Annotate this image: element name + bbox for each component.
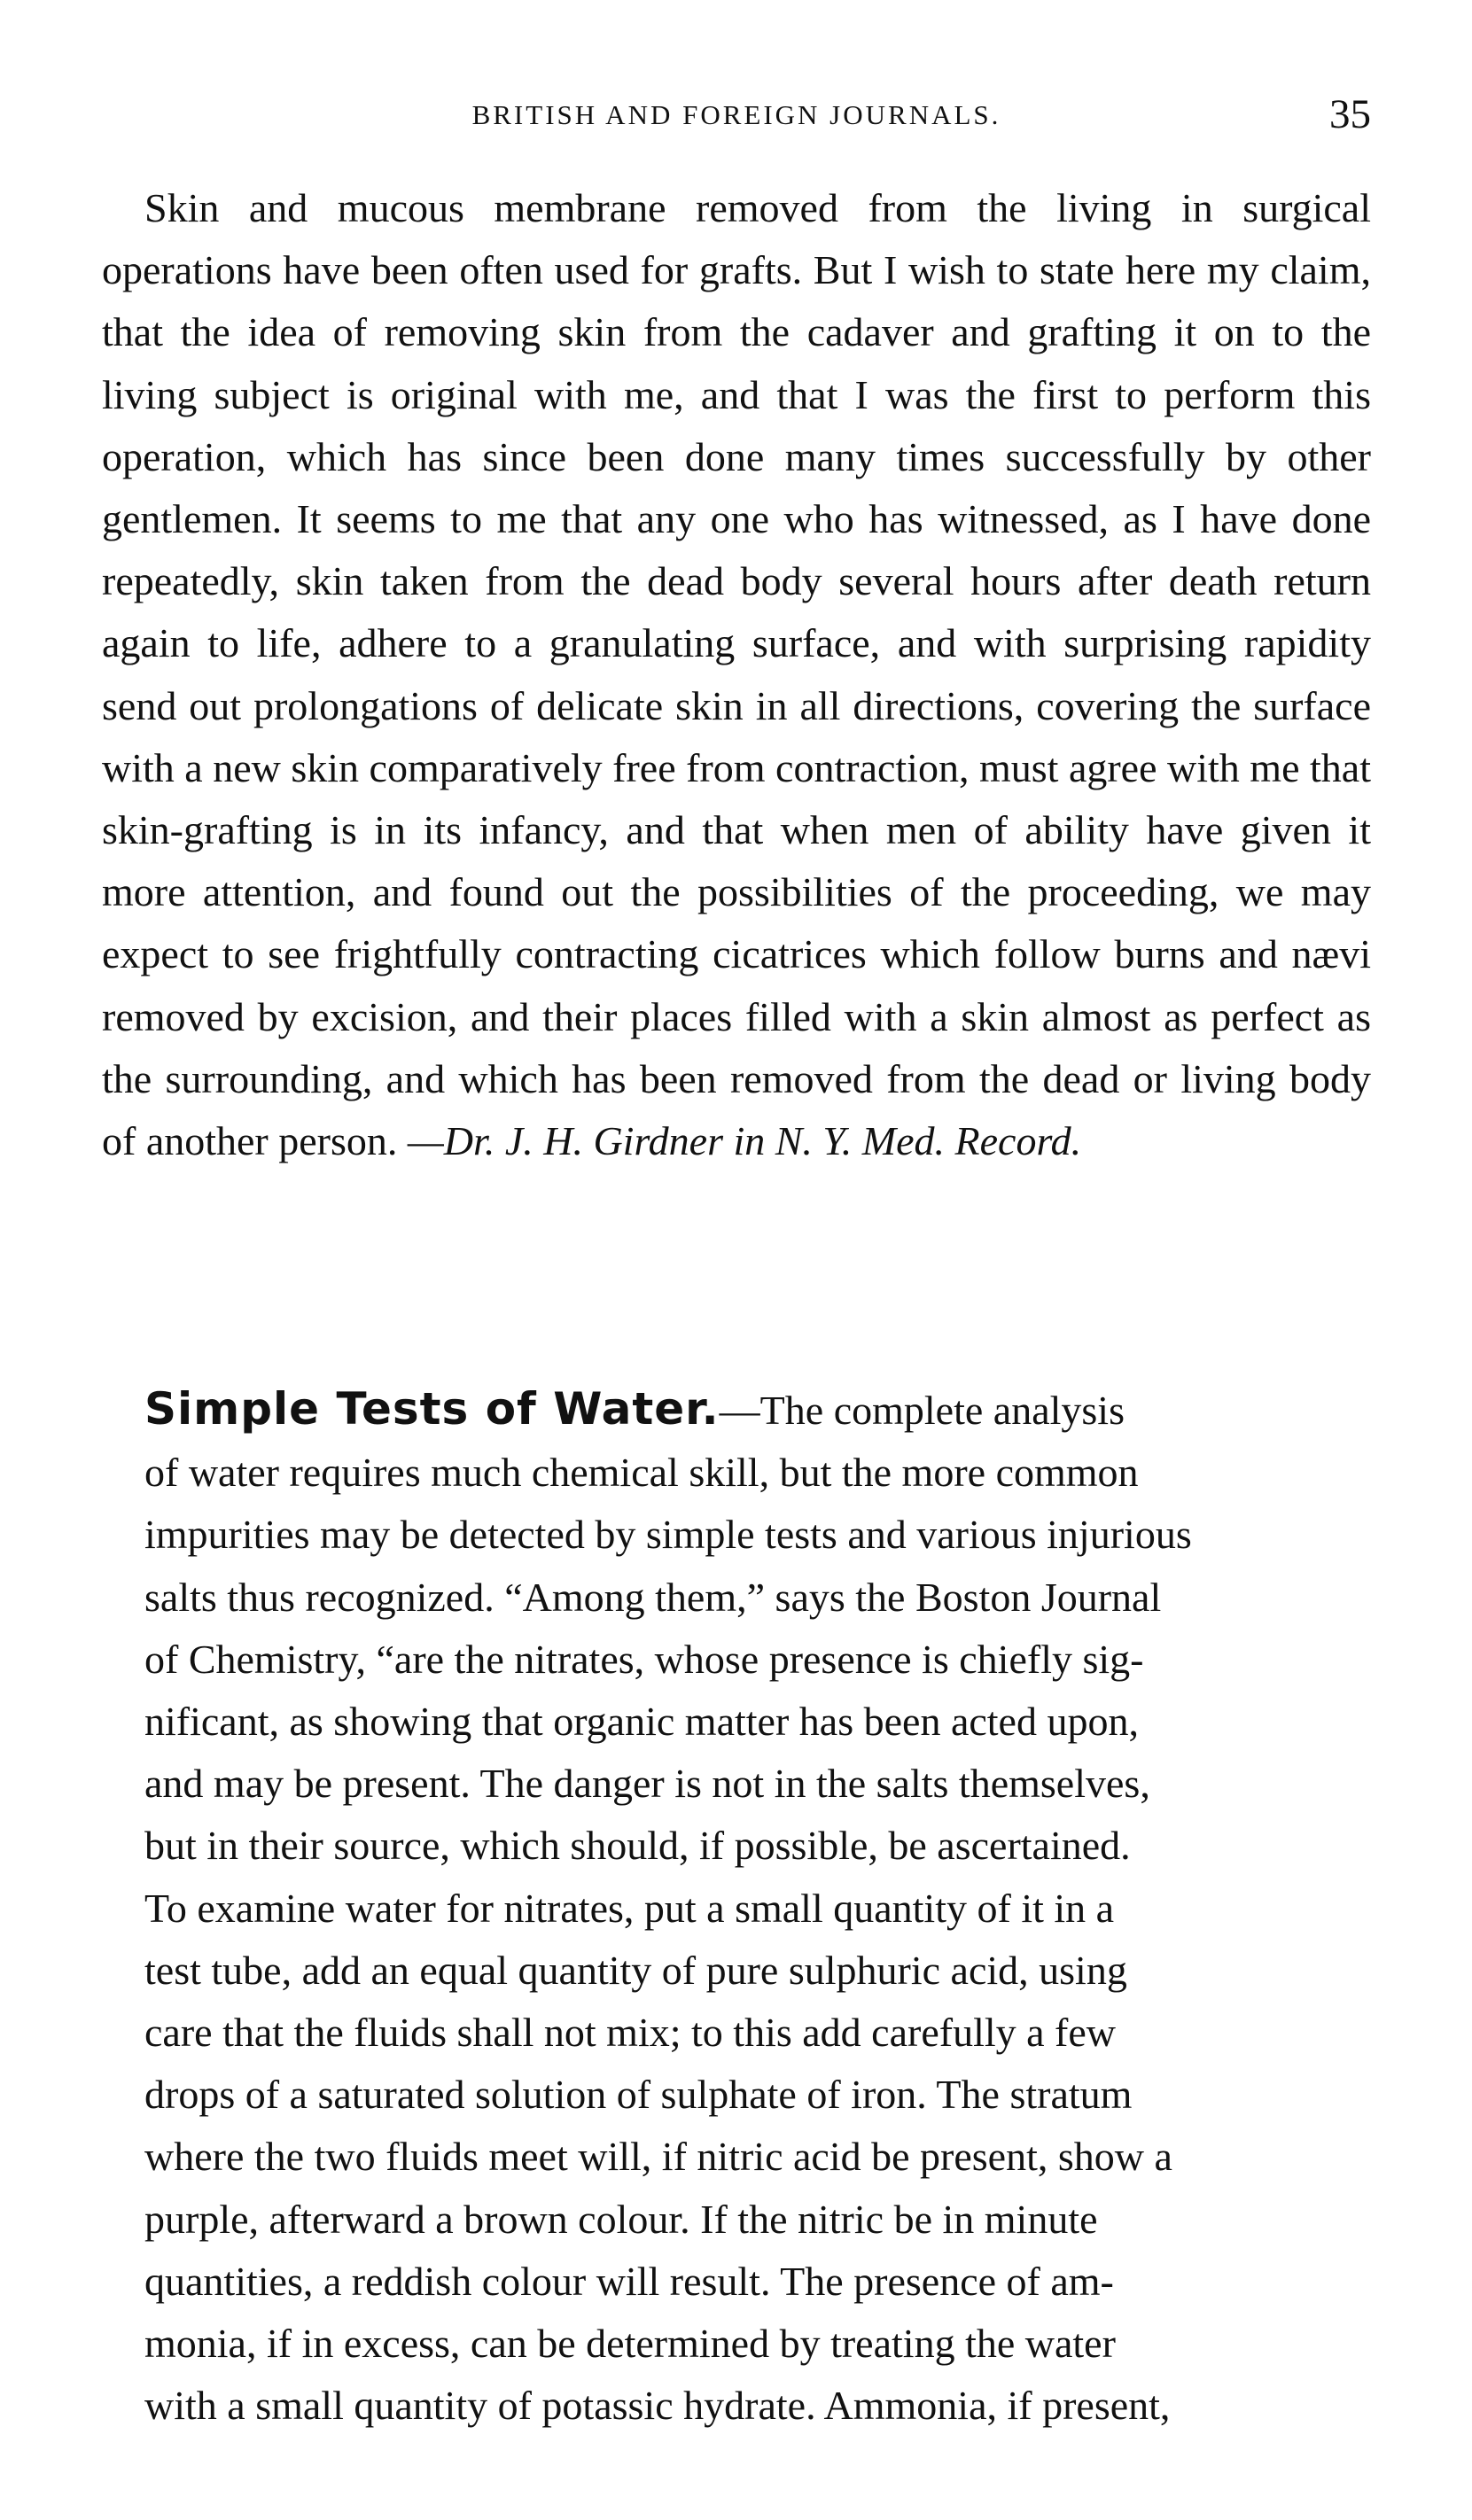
water-tests-line [102, 1378, 1371, 1442]
water-tests-line: drops of a saturated solution of sulphate of iron. The stratum [144, 2072, 1133, 2118]
page-number: 35 [1329, 91, 1371, 137]
water-tests-line: of water requires much chemical skill, but the more common [144, 1450, 1139, 1496]
water-tests-line: purple, afterward a brown colour. If the nitric be in minute [144, 2196, 1098, 2242]
water-tests-line: where the two fluids meet will, if nitric acid be present, show a [144, 2134, 1172, 2180]
water-tests-line: care that the fluids shall not mix; to this add carefully a few [144, 2010, 1117, 2056]
water-tests-paragraph [102, 1378, 1371, 2437]
running-head [102, 90, 1371, 144]
skin-grafting-body: Skin and mucous membrane removed from the living in surgical operations have been often used for grafts. But I wish to state here my claim, that the idea of removing skin from the cadaver and grafting it on to the living subject is original with me, and that I was the first to perform this operation, which has since been done many times successfully by other gentlemen. It seems to me that any one who has witnessed, as I have done repeatedly, skin taken from the dead body several hours after death return again to life, adhere to a granulating surface, and with surprising rapidity send out prolongations of delicate skin in all directions, covering the surface with a new skin comparatively free from contraction, must agree with me that skin-grafting is in its infancy, and that when men of ability have given it more attention, and found out the possibilities of the proceeding, we may expect to see frightfully contracting cicatrices which follow burns and nævi removed by excision, and their places filled with a skin almost as perfect as the surrounding, and which has been removed from the dead or living body of another person. [102, 185, 1371, 1164]
water-tests-line: with a small quantity of potassic hydrate. Ammonia, if present, [144, 2383, 1171, 2429]
water-tests-line: quantities, a reddish colour will result. The presence of am- [144, 2258, 1114, 2304]
skin-grafting-paragraph [102, 177, 1371, 1172]
section-heading: Simple Tests of Water. [144, 1383, 720, 1435]
water-tests-line: nificant, as showing that organic matter has been acted upon, [144, 1699, 1139, 1745]
water-tests-line: and may be present. The danger is not in the salts themselves, [144, 1761, 1150, 1807]
running-title: BRITISH AND FOREIGN JOURNALS. [471, 99, 1001, 130]
water-tests-line-text: —The complete analysis [719, 1388, 1125, 1433]
water-tests-line: To examine water for nitrates, put a small quantity of it in a [144, 1885, 1115, 1931]
skin-grafting-citation: —Dr. J. H. Girdner in N. Y. Med. Record. [407, 1118, 1082, 1164]
water-tests-line: of Chemistry, “are the nitrates, whose presence is chiefly sig- [144, 1636, 1144, 1682]
water-tests-line: monia, if in excess, can be determined by treating the water [144, 2321, 1116, 2367]
water-tests-line: impurities may be detected by simple tests and various injurious [144, 1512, 1192, 1558]
water-tests-line: test tube, add an equal quantity of pure sulphuric acid, using [144, 1947, 1127, 1993]
water-tests-line: salts thus recognized. “Among them,” says the Boston Journal [144, 1574, 1162, 1620]
water-tests-line: but in their source, which should, if possible, be ascertained. [144, 1823, 1131, 1869]
